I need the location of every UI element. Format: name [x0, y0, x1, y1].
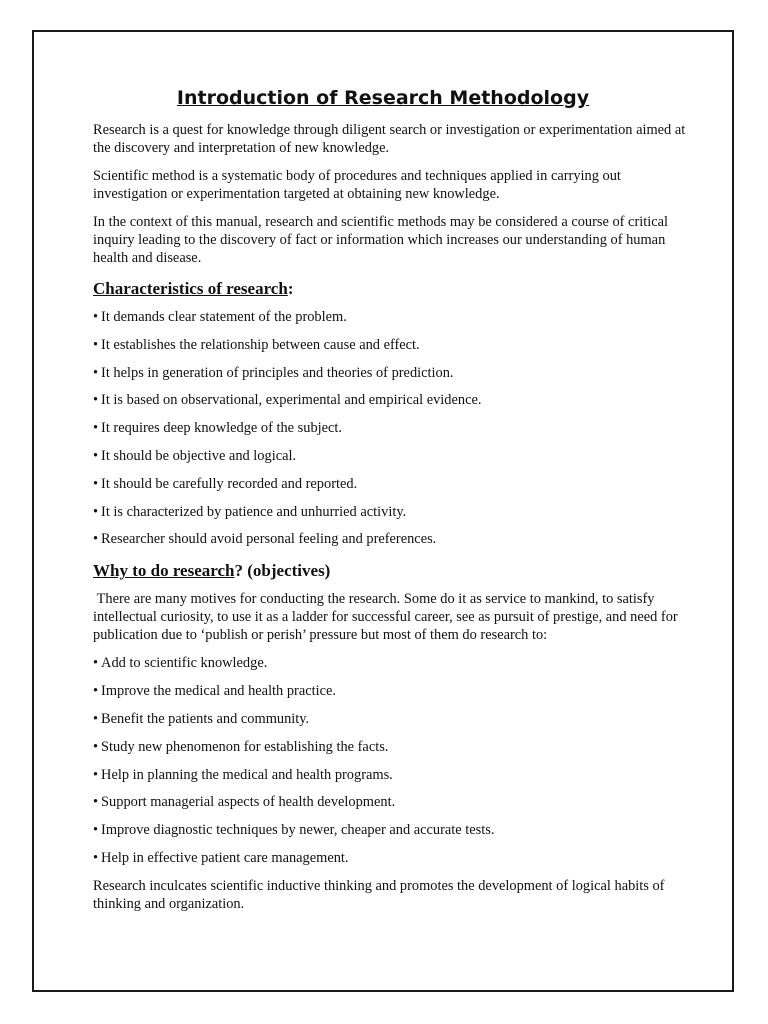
- objectives-intro-paragraph: There are many motives for conducting the research. Some do it as service to mankind, to satisfy intellectual curiosity, to use it as a ladder for successful career, see as pursuit of prestige, and need for publication due to ‘publish or perish’ pressure but most of them do research to:: [93, 591, 682, 644]
- list-item: [93, 710, 693, 728]
- bullet-icon: •: [93, 336, 99, 353]
- bullet-icon: •: [93, 849, 99, 866]
- list-item-text: It should be carefully recorded and reported.: [101, 475, 358, 492]
- list-item: [93, 766, 693, 784]
- bullet-icon: •: [93, 710, 99, 727]
- document-body: [93, 86, 693, 923]
- list-item: [93, 447, 693, 465]
- list-item-text: Support managerial aspects of health development.: [101, 794, 396, 811]
- intro-paragraph-1: Research is a quest for knowledge through diligent search or investigation or experimentation aimed at the discovery and interpretation of new knowledge.: [93, 122, 686, 156]
- list-item: [93, 849, 693, 867]
- list-item: [93, 738, 693, 756]
- list-item-text: Help in planning the medical and health programs.: [101, 766, 393, 783]
- bullet-icon: •: [93, 364, 99, 381]
- bullet-icon: •: [93, 392, 99, 409]
- list-item-text: It is based on observational, experimental and empirical evidence.: [101, 392, 482, 409]
- list-item: [93, 419, 693, 437]
- list-item-text: It requires deep knowledge of the subject.: [101, 420, 343, 437]
- intro-paragraph-3: In the context of this manual, research and scientific methods may be considered a course of critical inquiry leading to the discovery of fact or information which increases our understanding of human health and disease.: [93, 214, 669, 266]
- characteristics-list: [93, 308, 693, 548]
- list-item-text: It is characterized by patience and unhurried activity.: [101, 503, 407, 520]
- list-item-text: Improve diagnostic techniques by newer, cheaper and accurate tests.: [101, 822, 495, 839]
- list-item-text: Researcher should avoid personal feeling and preferences.: [101, 531, 437, 548]
- bullet-icon: •: [93, 447, 99, 464]
- characteristics-heading-text: Characteristics of research: [93, 279, 288, 298]
- list-item-text: Study new phenomenon for establishing the facts.: [101, 738, 389, 755]
- bullet-icon: •: [93, 822, 99, 839]
- bullet-icon: •: [93, 766, 99, 783]
- objectives-heading-text: Why to do research: [93, 561, 235, 581]
- list-item: [93, 503, 693, 521]
- bullet-icon: •: [93, 475, 99, 492]
- list-item-text: It should be objective and logical.: [101, 447, 297, 464]
- list-item: [93, 336, 693, 354]
- list-item: [93, 682, 693, 700]
- bullet-icon: •: [93, 738, 99, 755]
- list-item-text: Help in effective patient care management.: [101, 849, 349, 866]
- bullet-icon: •: [93, 531, 99, 548]
- list-item: [93, 793, 693, 811]
- bullet-icon: •: [93, 683, 99, 700]
- list-item: [93, 654, 693, 672]
- list-item: [93, 821, 693, 839]
- list-item: [93, 475, 693, 493]
- list-item-text: Add to scientific knowledge.: [101, 655, 268, 672]
- bullet-icon: •: [93, 655, 99, 672]
- list-item: [93, 530, 693, 548]
- bullet-icon: •: [93, 794, 99, 811]
- closing-paragraph: Research inculcates scientific inductive thinking and promotes the development of logical habits of thinking and organization.: [93, 877, 665, 912]
- list-item-text: Improve the medical and health practice.: [101, 683, 336, 700]
- list-item-text: It demands clear statement of the problem.: [101, 309, 347, 325]
- objectives-heading: [93, 560, 693, 582]
- document-title: Introduction of Research Methodology: [176, 87, 590, 109]
- list-item: [93, 364, 693, 382]
- characteristics-heading: [93, 278, 693, 300]
- list-item: [93, 391, 693, 409]
- list-item: [93, 308, 693, 326]
- objectives-list: [93, 654, 693, 867]
- bullet-icon: •: [93, 420, 99, 437]
- bullet-icon: •: [93, 503, 99, 520]
- list-item-text: It helps in generation of principles and theories of prediction.: [101, 364, 454, 381]
- list-item-text: It establishes the relationship between cause and effect.: [101, 336, 420, 353]
- bullet-icon: •: [93, 309, 99, 325]
- list-item-text: Benefit the patients and community.: [101, 710, 310, 727]
- objectives-heading-suffix: ? (objectives): [234, 561, 331, 581]
- characteristics-heading-suffix: :: [287, 279, 294, 298]
- intro-paragraph-2: Scientific method is a systematic body of procedures and techniques applied in carrying out investigation or experimentation targeted at obtaining new knowledge.: [93, 168, 621, 202]
